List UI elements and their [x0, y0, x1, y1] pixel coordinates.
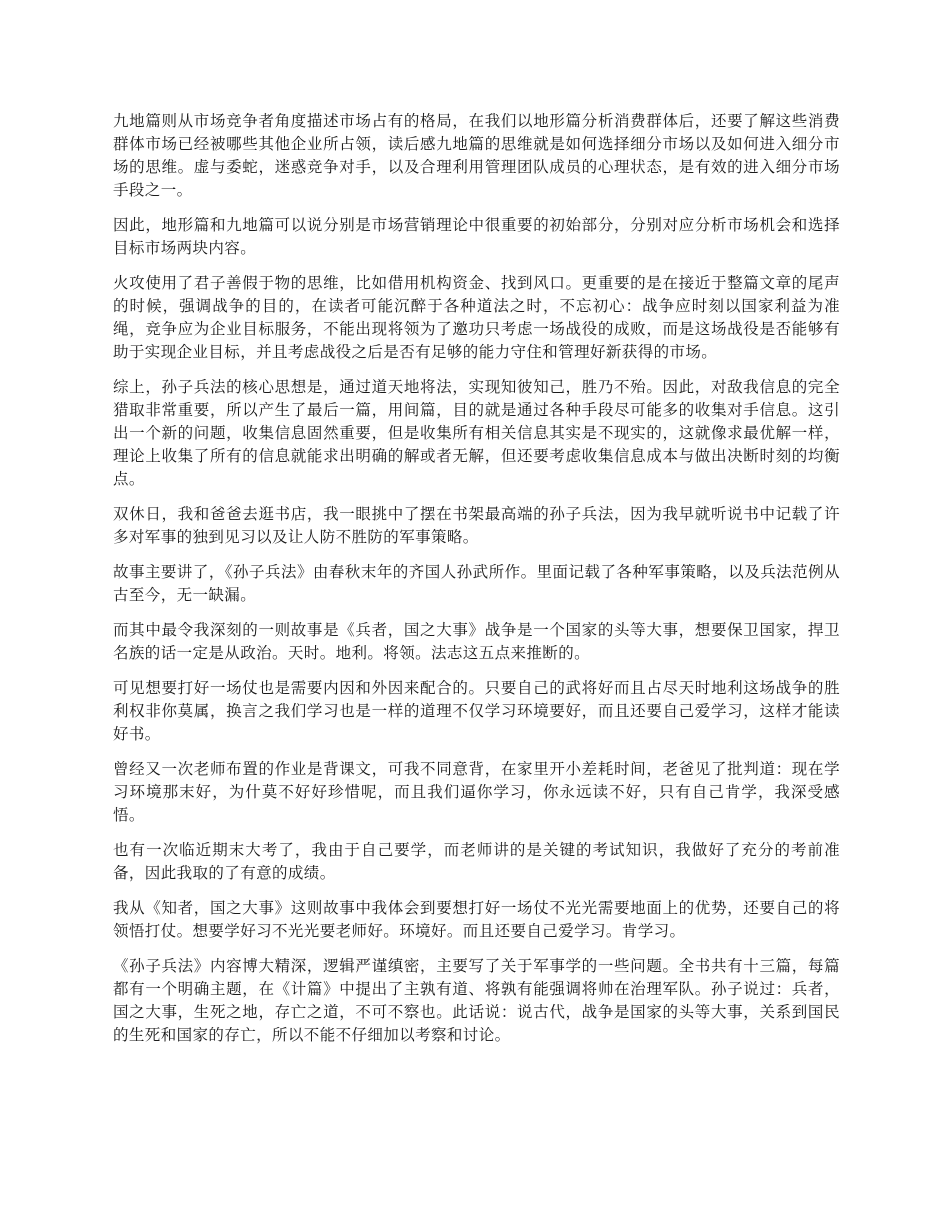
paragraph-2: 因此，地形篇和九地篇可以说分别是市场营销理论中很重要的初始部分，分别对应分析市场机会和选择目标市场两块内容。	[113, 216, 840, 257]
document-body	[113, 110, 840, 1059]
paragraph-6: 故事主要讲了，《孙子兵法》由春秋末年的齐国人孙武所作。里面记载了各种军事策略，以及兵法范例从古至今，无一缺漏。	[113, 563, 840, 604]
paragraph-8: 可见想要打好一场仗也是需要内因和外因来配合的。只要自己的武将好而且占尽天时地利这场战争的胜利权非你莫属，换言之我们学习也是一样的道理不仅学习环境要好，而且还要自己爱学习，这样才能读好书。	[113, 679, 840, 743]
paragraph-12: 《孙子兵法》内容博大精深，逻辑严谨缜密，主要写了关于军事学的一些问题。全书共有十三篇，每篇都有一个明确主题，在《计篇》中提出了主孰有道、将孰有能强调将帅在治理军队。孙子说过：兵者，国之大事，生死之地，存亡之道，不可不察也。此话说：说古代，战争是国家的头等大事，关系到国民的生死和国家的存亡，所以不能不仔细加以考察和讨论。	[113, 957, 840, 1044]
paragraph-11: 我从《知者，国之大事》这则故事中我体会到要想打好一场仗不光光需要地面上的优势，还要自己的将领悟打仗。想要学好习不光光要老师好。环境好。而且还要自己爱学习。肯学习。	[113, 899, 840, 940]
paragraph-4: 综上，孙子兵法的核心思想是，通过道天地将法，实现知彼知己，胜乃不殆。因此，对敌我信息的完全猎取非常重要，所以产生了最后一篇，用间篇，目的就是通过各种手段尽可能多的收集对手信息。这引出一个新的问题，收集信息固然重要，但是收集所有相关信息其实是不现实的，这就像求最优解一样，理论上收集了所有的信息就能求出明确的解或者无解，但还要考虑收集信息成本与做出决断时刻的均衡点。	[113, 378, 840, 488]
paragraph-9: 曾经又一次老师布置的作业是背课文，可我不同意背，在家里开小差耗时间，老爸见了批判道：现在学习环境那末好，为什莫不好好珍惜呢，而且我们逼你学习，你永远读不好，只有自己肯学，我深受感悟。	[113, 760, 840, 824]
paragraph-5: 双休日，我和爸爸去逛书店，我一眼挑中了摆在书架最高端的孙子兵法，因为我早就听说书中记载了许多对军事的独到见习以及让人防不胜防的军事策略。	[113, 505, 840, 546]
paragraph-3: 火攻使用了君子善假于物的思维，比如借用机构资金、找到风口。更重要的是在接近于整篇文章的尾声的时候，强调战争的目的，在读者可能沉醉于各种道法之时，不忘初心：战争应时刻以国家利益为准绳，竞争应为企业目标服务，不能出现将领为了邀功只考虑一场战役的成败，而是这场战役是否能够有助于实现企业目标，并且考虑战役之后是否有足够的能力守住和管理好新获得的市场。	[113, 274, 840, 361]
paragraph-7: 而其中最令我深刻的一则故事是《兵者，国之大事》战争是一个国家的头等大事，想要保卫国家，捍卫名族的话一定是从政治。天时。地利。将领。法志这五点来推断的。	[113, 621, 840, 662]
paragraph-10: 也有一次临近期末大考了，我由于自己要学，而老师讲的是关键的考试知识，我做好了充分的考前准备，因此我取的了有意的成绩。	[113, 841, 840, 882]
paragraph-1: 九地篇则从市场竞争者角度描述市场占有的格局，在我们以地形篇分析消费群体后，还要了解这些消费群体市场已经被哪些其他企业所占领，读后感九地篇的思维就是如何选择细分市场以及如何进入细分市场的思维。虚与委蛇，迷惑竞争对手，以及合理利用管理团队成员的心理状态，是有效的进入细分市场手段之一。	[113, 112, 840, 199]
